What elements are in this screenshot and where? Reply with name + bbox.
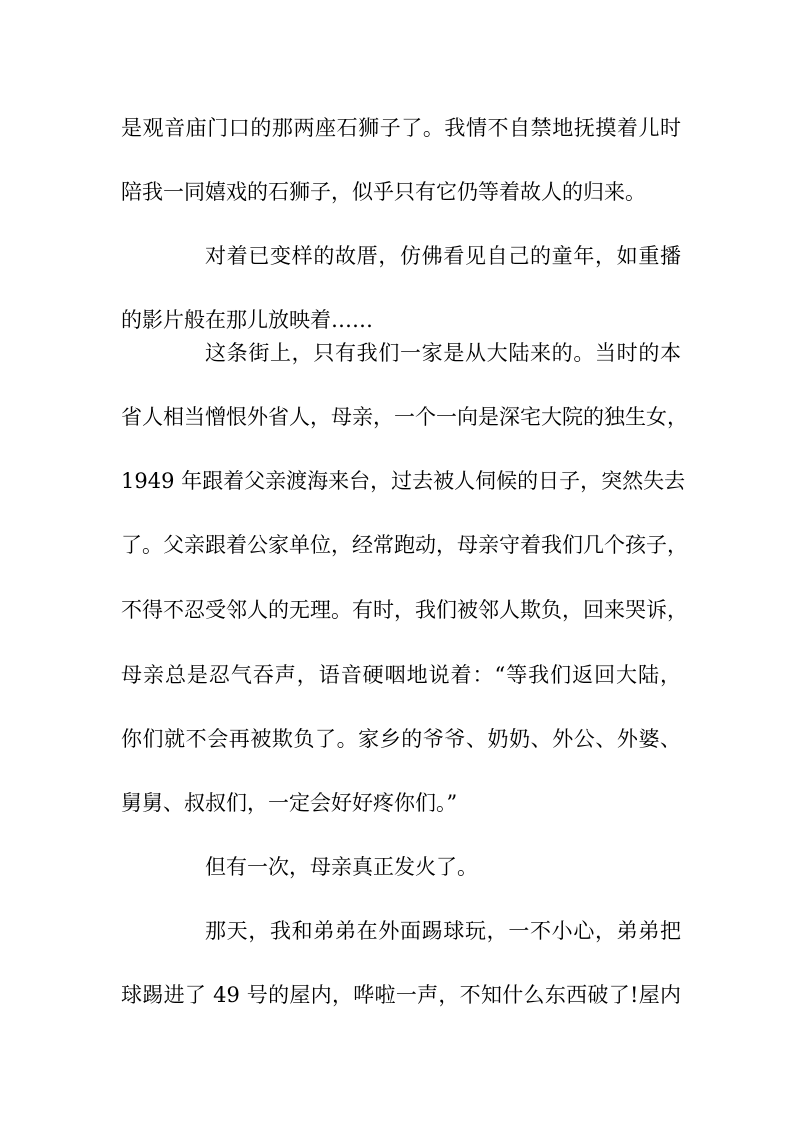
text-line: 1949 年跟着父亲渡海来台，过去被人伺候的日子，突然失去 xyxy=(121,469,686,493)
text-line: 你们就不会再被欺负了。家乡的爷爷、奶奶、外公、外婆、 xyxy=(121,727,681,751)
paragraph-first-line: 但有一次，母亲真正发火了。 xyxy=(205,855,478,879)
text-line: 舅舅、叔叔们，一定会好好疼你们。” xyxy=(121,791,458,815)
paragraph-first-line: 这条街上，只有我们一家是从大陆来的。当时的本 xyxy=(205,341,681,365)
paragraph-first-line: 对着已变样的故厝，仿佛看见自己的童年，如重播 xyxy=(205,244,681,268)
text-line: 是观音庙门口的那两座石狮子了。我情不自禁地抚摸着儿时 xyxy=(121,116,681,140)
text-line: 的影片般在那儿放映着…… xyxy=(121,308,373,332)
text-line: 不得不忍受邻人的无理。有时，我们被邻人欺负，回来哭诉， xyxy=(121,598,688,622)
text-line: 球踢进了 49 号的屋内，哗啦一声，不知什么东西破了!屋内 xyxy=(121,983,681,1007)
text-line: 省人相当憎恨外省人，母亲，一个一向是深宅大院的独生女， xyxy=(121,405,688,429)
text-line: 了。父亲跟着公家单位，经常跑动，母亲守着我们几个孩子， xyxy=(121,533,688,557)
text-line: 陪我一同嬉戏的石狮子，似乎只有它仍等着故人的归来。 xyxy=(121,180,646,204)
paragraph-first-line: 那天，我和弟弟在外面踢球玩，一不小心，弟弟把 xyxy=(205,919,681,943)
text-line: 母亲总是忍气吞声，语音硬咽地说着：“等我们返回大陆， xyxy=(121,663,681,687)
